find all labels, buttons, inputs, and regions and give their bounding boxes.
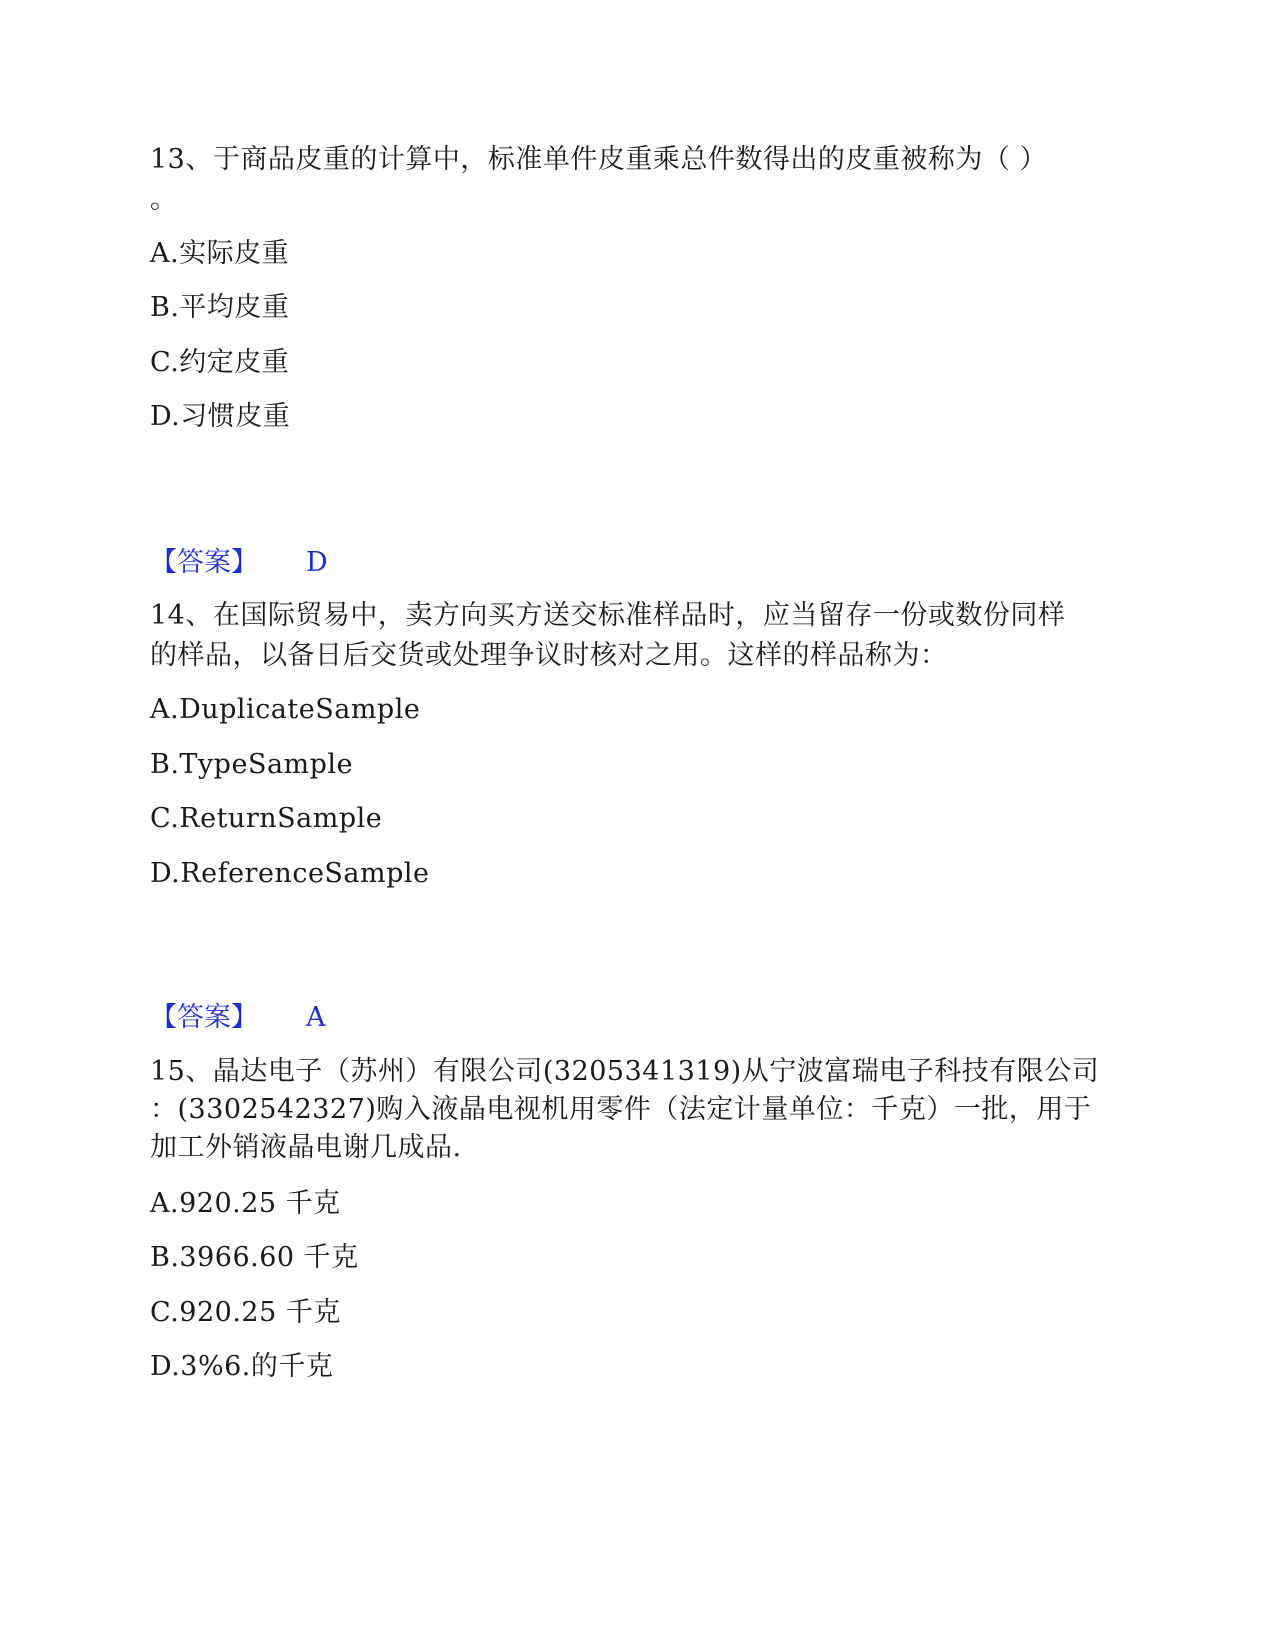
question-15-stem-line-1: 15、晶达电子（苏州）有限公司(3205341319)从宁波富瑞电子科技有限公司 [150,1056,1100,1087]
question-14-stem-line-1: 14、在国际贸易中，卖方向买方送交标准样品时，应当留存一份或数份同样 [150,600,1066,631]
question-15-option-d: D.3%6.的千克 [150,1351,334,1382]
question-14-answer [150,998,326,1038]
question-14-option-a: A.DuplicateSample [150,694,421,725]
question-13-option-a: A.实际皮重 [150,238,290,269]
answer-label: 【答案】 [150,1002,258,1033]
question-15-option-a: A.920.25 千克 [150,1188,341,1219]
question-13-answer [150,543,328,583]
question-14-option-c: C.ReturnSample [150,803,383,834]
question-13-option-b: B.平均皮重 [150,292,290,323]
question-13-option-d: D.习惯皮重 [150,401,291,432]
answer-value: D [306,547,328,578]
question-13-stem-line-2: 。 [150,184,178,215]
question-13-option-c: C.约定皮重 [150,347,290,378]
question-15-stem-line-2: ：(3302542327)购入液晶电视机用零件（法定计量单位：千克）一批，用于 [150,1094,1092,1125]
answer-value: A [306,1002,326,1033]
question-15-stem-line-3: 加工外销液晶电谢几成品. [150,1132,462,1163]
question-15-option-c: C.920.25 千克 [150,1297,341,1328]
answer-label: 【答案】 [150,547,258,578]
question-15-option-b: B.3966.60 千克 [150,1242,359,1273]
question-14-stem-line-2: 的样品，以备日后交货或处理争议时核对之用。这样的样品称为： [150,640,948,671]
question-14-option-b: B.TypeSample [150,749,354,780]
question-14-option-d: D.ReferenceSample [150,858,430,889]
question-13-stem-line-1: 13、于商品皮重的计算中，标准单件皮重乘总件数得出的皮重被称为（ ） [150,144,1047,175]
